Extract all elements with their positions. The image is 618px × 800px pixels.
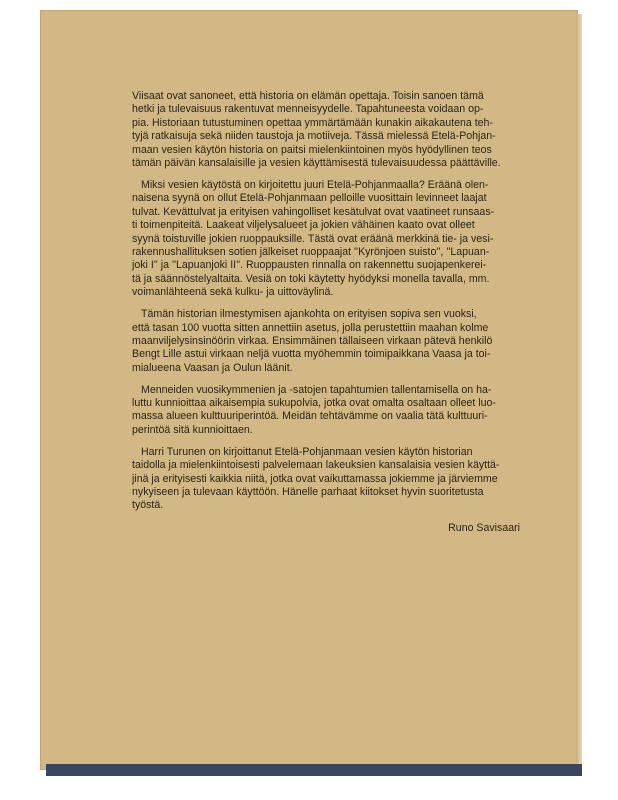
paragraph-4 xyxy=(132,384,498,438)
text-line: maanviljelysinsinöörin virkaa. Ensimmäinen tällaiseen virkaan pätevä henkilö xyxy=(132,334,493,347)
text-line: jinä ja erityisesti kaikkia niitä, jotka ovat vaikuttamassa jokiemme ja järviemme xyxy=(132,472,498,485)
text-line: tulvat. Kevättulvat ja erityisen vahingolliset kesätulvat ovat vaatineet runsaas- xyxy=(132,205,495,218)
text-line: rakennushallituksen sotien jälkeiset ruoppaajat ''Kyrönjoen suisto'', ''Lapuan- xyxy=(132,245,490,258)
text-line: nykyiseen ja tulevaan käyttöön. Hänelle parhaat kiitokset hyvin suoritetusta xyxy=(132,485,484,498)
text-line: joki I'' ja ''Lapuanjoki II''. Ruoppausten rinnalla on rakennettu suojapenkerei- xyxy=(132,259,487,272)
foreword-text xyxy=(132,90,501,521)
text-line: Bengt Lille astui virkaan neljä vuotta myöhemmin toimipaikkana Vaasa ja toi- xyxy=(132,348,491,361)
text-line: mialueena Vaasan ja Oulun läänit. xyxy=(132,361,293,374)
text-line: massa alueen kulttuuriperintöä. Meidän tehtävämme on vaalia tätä kulttuuri- xyxy=(132,410,488,423)
paragraph-3 xyxy=(132,308,498,375)
text-line: maan vesien käytön historia on paitsi mielenkiintoinen myös hyödyllinen teos xyxy=(132,143,492,156)
text-line: syynä toistuville jokien ruoppauksille. Tästä ovat eräänä merkkinä tie- ja vesi- xyxy=(132,232,494,245)
text-line: taidolla ja mielenkiintoisesti palvelemaan lakeuksien kansalaisia vesien käyttä- xyxy=(132,459,500,472)
paragraph-5 xyxy=(132,446,498,513)
text-line: perintöä sitä kunnioittaen. xyxy=(132,423,253,436)
text-line: Menneiden vuosikymmenien ja -satojen tapahtumien tallentamisella on ha- xyxy=(141,383,492,396)
paragraph-2 xyxy=(132,179,498,300)
cover-page-edge xyxy=(576,14,582,766)
text-line: voimanlähteenä sekä kulku- ja uittoväylinä. xyxy=(132,286,334,299)
text-line: että tasan 100 vuotta sitten annettiin asetus, jolla perustettiin maahan kolme xyxy=(132,321,489,334)
text-line: ti toimenpiteitä. Laakeat viljelysalueet ja jokien vähäinen kaato ovat olleet xyxy=(132,219,475,232)
text-line: työstä. xyxy=(132,499,164,512)
author-signature: Runo Savisaari xyxy=(448,522,520,534)
text-line: Harri Turunen on kirjoittanut Etelä-Pohjanmaan vesien käytön historian xyxy=(141,445,473,458)
text-line: Tämän historian ilmestymisen ajankohta on erityisen sopiva sen vuoksi, xyxy=(141,308,477,321)
text-line: tä ja säännöstelyaltaita. Vesiä on toki käytetty hyödyksi monella tavalla, mm. xyxy=(132,272,490,285)
text-line: hetki ja tulevaisuus rakentuvat menneisyydelle. Tapahtuneesta voidaan op- xyxy=(132,103,484,116)
text-line: Miksi vesien käytöstä on kirjoitettu juuri Etelä-Pohjanmaalla? Eräänä olen- xyxy=(141,178,489,191)
book-binding-edge xyxy=(46,764,582,776)
paragraph-1 xyxy=(132,90,501,170)
text-line: tyjä ratkaisuja sekä niiden taustoja ja motiiveja. Tässä mielessä Etelä-Pohjan- xyxy=(132,130,496,143)
text-line: pia. Historiaan tutustuminen opettaa ymmärtämään kunakin aikakautena teh- xyxy=(132,116,493,129)
text-line: naisena syynä on ollut Etelä-Pohjanmaan pelloille vuosittain levinneet laajat xyxy=(132,192,487,205)
text-line: luttu kunnioittaa aikaisempia sukupolvia, jotka ovat omalta osaltaan olleet luo- xyxy=(132,397,496,410)
text-line: tämän päivän kansalaisille ja vesien käyttämisestä tulevaisuudessa päättäville. xyxy=(132,157,501,170)
text-line: Viisaat ovat sanoneet, että historia on elämän opettaja. Toisin sanoen tämä xyxy=(132,90,484,102)
